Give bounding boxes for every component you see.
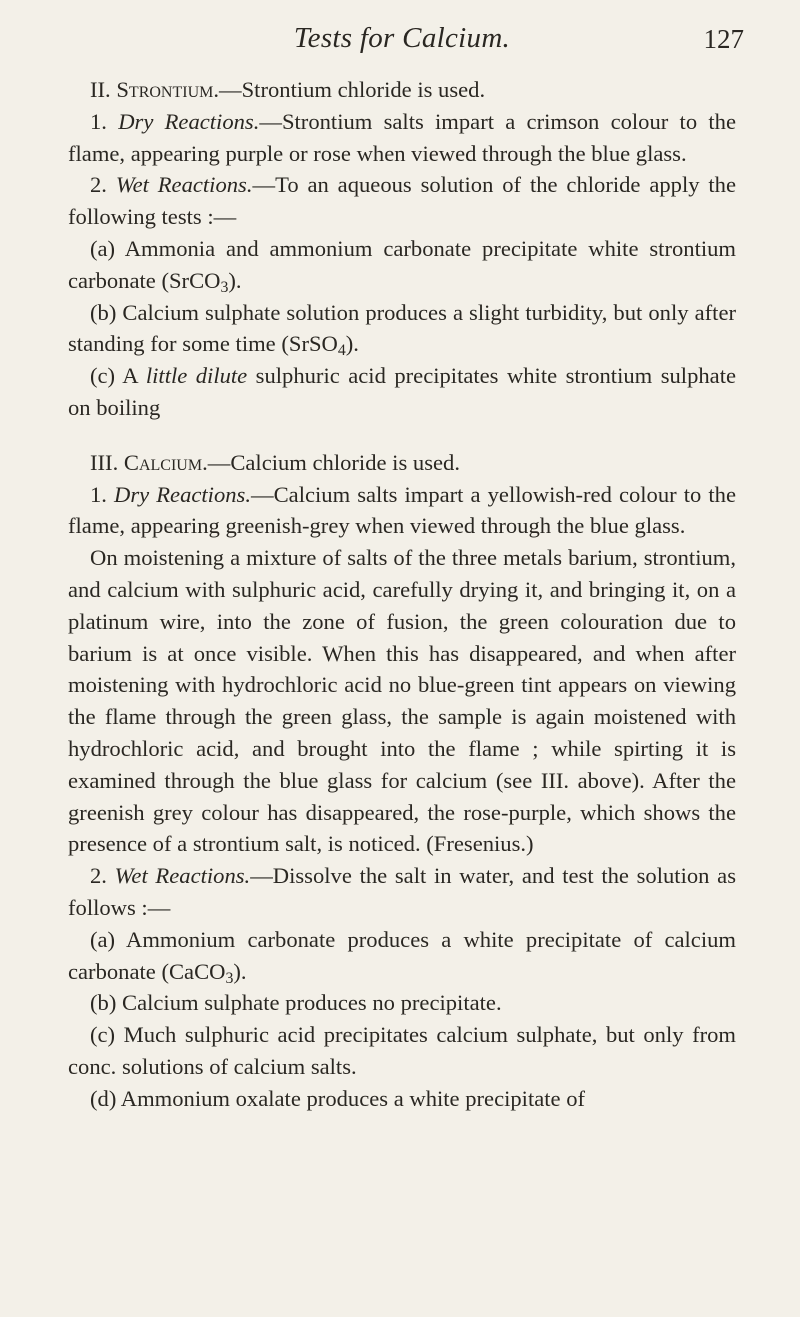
section-intro: —Calcium chloride is used.	[207, 449, 460, 475]
item-title: Wet Reactions.	[115, 172, 253, 198]
test-label: (a)	[90, 926, 116, 952]
test-label: (d)	[90, 1085, 117, 1111]
section-intro: —Strontium chloride is used.	[219, 77, 486, 102]
strontium-heading	[68, 74, 736, 106]
calcium-test-c	[68, 1019, 736, 1083]
item-text: —Calcium salts impart a yellowish-red colour to the flame, appearing greenish-grey when viewed through the blue glass.	[68, 481, 736, 539]
body-text	[68, 74, 736, 1115]
calcium-test-b	[68, 987, 736, 1019]
calcium-heading	[68, 447, 736, 479]
test-text-pre: A	[115, 363, 146, 389]
item-text: —To an aqueous solution of the chloride apply the following tests :—	[68, 172, 736, 230]
item-number: 1.	[90, 108, 107, 134]
test-text-end: ).	[345, 331, 359, 357]
strontium-wet-reactions	[68, 169, 736, 233]
strontium-dry-reactions	[68, 106, 736, 170]
calcium-wet-reactions	[68, 860, 736, 924]
strontium-test-a	[68, 233, 736, 297]
test-text: sulphuric acid precipitates white strontium sulphate on boiling	[68, 363, 736, 420]
test-label: (c)	[90, 1022, 116, 1048]
item-title: Dry Reactions.	[114, 481, 251, 507]
section-name: Strontium.	[116, 77, 220, 102]
formula-subscript: 3	[225, 969, 234, 987]
page-number: 127	[703, 24, 744, 54]
test-label: (b)	[90, 299, 117, 325]
item-text: —Dissolve the salt in water, and test the solution as follows :—	[68, 863, 736, 920]
formula-subscript: 3	[220, 278, 229, 296]
mixture-paragraph: On moistening a mixture of salts of the three metals barium, strontium, and calcium with sulphuric acid, carefully drying it, and bringing it, on a platinum wire, into the zone of fusion, the green colouration due to barium is at once visible. When this has disappeared, and when after moistening with hydrochloric acid no blue-green tint appears on viewing the flame through the green glass, the sample is again moistened with hydrochloric acid, and brought into the flame ; while spirting it is examined through the blue glass for calcium (see III. above). After the greenish grey colour has disappeared, the rose-purple, which shows the presence of a strontium salt, is noticed. (Fresenius.)	[68, 545, 736, 857]
item-title: Wet Reactions.	[114, 863, 251, 889]
calcium-test-a	[68, 924, 736, 988]
calcium-test-d	[68, 1083, 736, 1115]
test-text: Calcium sulphate produces no precipitate.	[116, 990, 502, 1016]
test-label: (a)	[90, 235, 116, 261]
item-number: 1.	[90, 481, 107, 507]
section-numeral: II.	[90, 77, 111, 102]
item-title: Dry Reactions.	[118, 108, 260, 134]
test-text-end: ).	[233, 958, 247, 984]
test-text: Calcium sulphate solution produces a slight turbidity, but only after standing for some time (SrSO	[68, 299, 736, 357]
test-text: Ammonium carbonate produces a white precipitate of calcium carbonate (CaCO	[68, 926, 736, 984]
test-text: Much sulphuric acid precipitates calcium sulphate, but only from conc. solutions of calcium salts.	[68, 1022, 736, 1079]
test-text: Ammonia and ammonium carbonate precipitate white strontium carbonate (SrCO	[68, 235, 736, 293]
section-name: Calcium.	[123, 449, 208, 475]
page-header	[68, 22, 744, 74]
item-number: 2.	[90, 863, 107, 889]
book-page	[68, 22, 744, 1115]
emphasis-text: little dilute	[145, 363, 248, 389]
strontium-test-c	[68, 360, 736, 424]
item-number: 2.	[90, 172, 107, 198]
calcium-dry-reactions	[68, 479, 736, 543]
test-label: (c)	[90, 363, 116, 389]
test-label: (b)	[90, 990, 117, 1016]
strontium-test-b	[68, 297, 736, 361]
item-text: —Strontium salts impart a crimson colour to the flame, appearing purple or rose when viewed through the blue glass.	[68, 108, 736, 166]
section-numeral: III.	[90, 449, 119, 475]
test-text: Ammonium oxalate produces a white precipitate of	[116, 1085, 586, 1111]
running-title: Tests for Calcium.	[293, 22, 511, 54]
formula-subscript: 4	[337, 342, 346, 360]
test-text-end: ).	[228, 267, 242, 293]
